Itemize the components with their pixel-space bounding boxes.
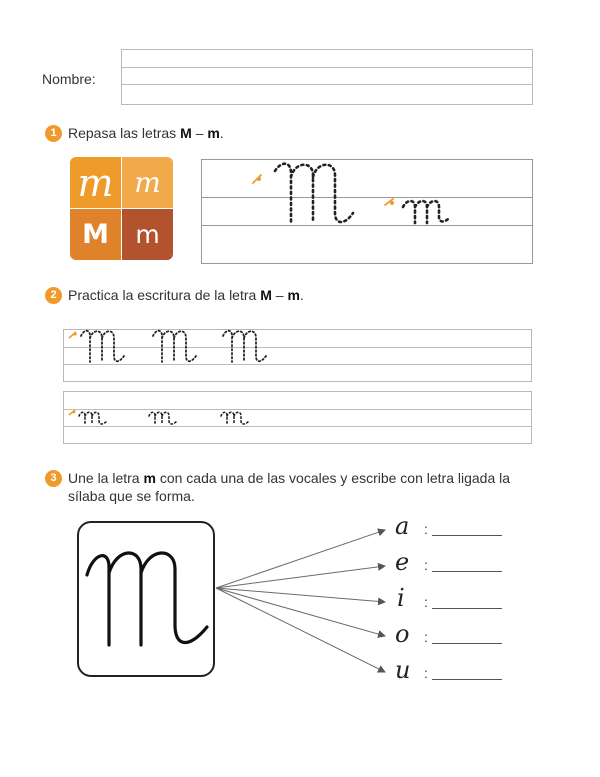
answer-line-i[interactable] <box>432 608 502 609</box>
colon-o: : <box>424 629 428 645</box>
tile-cursive-upper-glyph: m <box>77 160 114 205</box>
vowel-i: i <box>397 584 405 612</box>
answer-line-a[interactable] <box>432 535 502 536</box>
activity-1-number: 1 <box>45 125 62 142</box>
tile-print-lower-glyph: m <box>135 220 160 249</box>
vowel-u: u <box>395 656 411 684</box>
answer-line-u[interactable] <box>432 679 502 680</box>
colon-i: : <box>424 594 428 610</box>
activity-3-instruction: Une la letra m con cada una de las vocales y escribe con letra ligada la sílaba que se forma. <box>68 470 511 504</box>
vowel-o: o <box>395 620 410 648</box>
name-label: Nombre: <box>42 71 96 87</box>
activity-1-instruction: Repasa las letras M – m. <box>68 125 224 141</box>
activity-3-number: 3 <box>45 470 62 487</box>
activity-2-instruction: Practica la escritura de la letra M – m. <box>68 287 304 303</box>
tile-print-upper-glyph: M <box>82 219 109 250</box>
answer-line-o[interactable] <box>432 643 502 644</box>
colon-u: : <box>424 665 428 681</box>
vowel-e: e <box>395 548 410 576</box>
activity-2-number: 2 <box>45 287 62 304</box>
colon-e: : <box>424 557 428 573</box>
vowel-a: a <box>395 512 410 540</box>
tile-cursive-lower-glyph: m <box>134 166 161 199</box>
colon-a: : <box>424 521 428 537</box>
answer-line-e[interactable] <box>432 571 502 572</box>
